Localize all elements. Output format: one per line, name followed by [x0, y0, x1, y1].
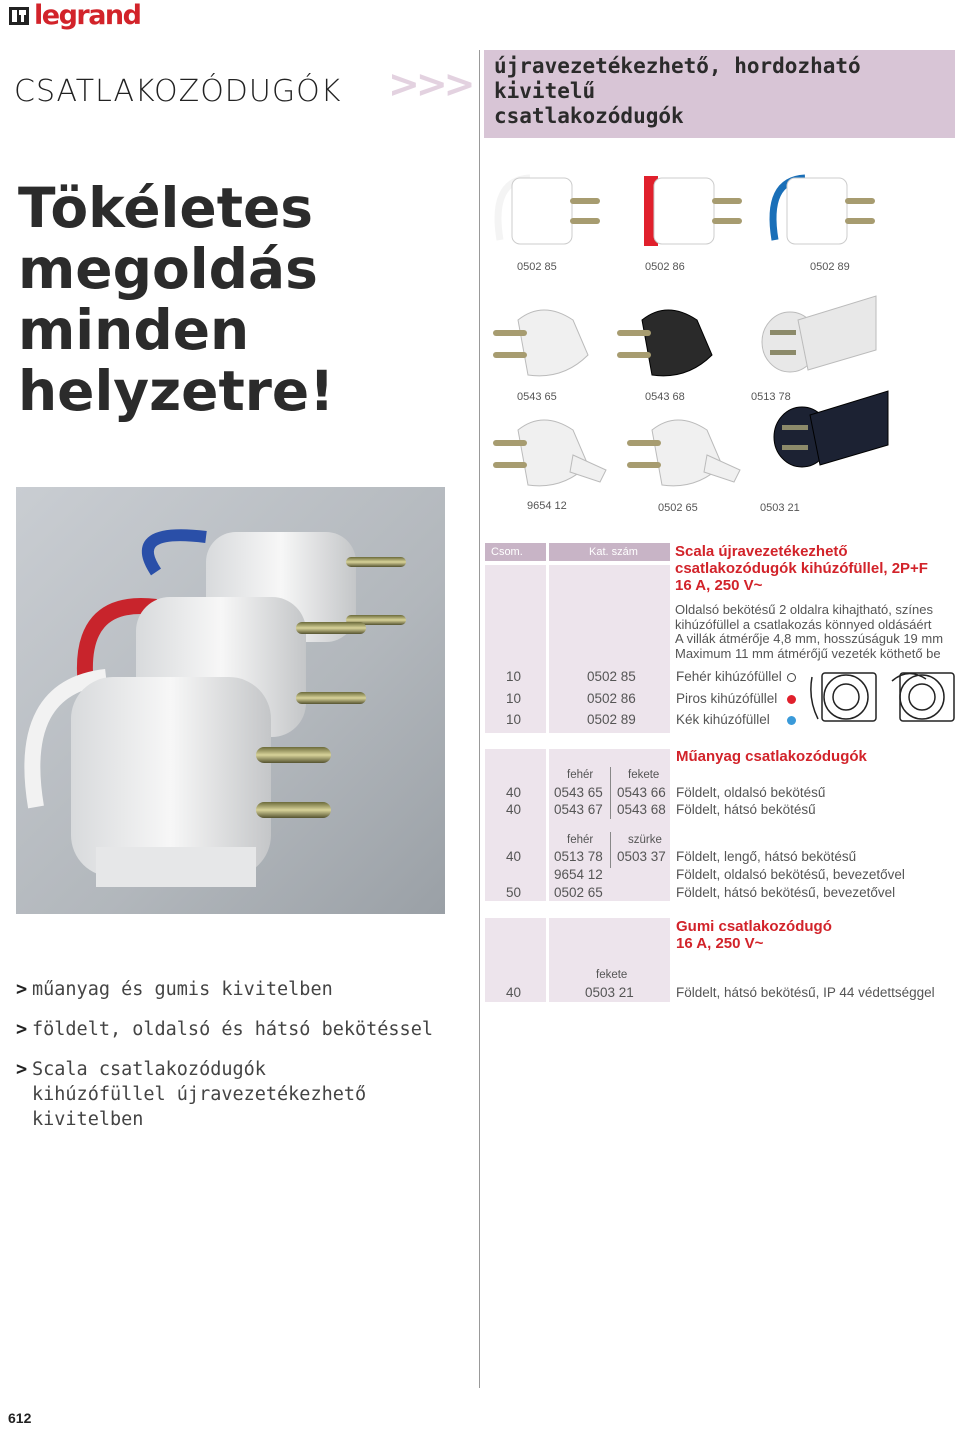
row-label: Kék kihúzófüllel	[676, 712, 770, 727]
blue-dot-icon	[787, 716, 796, 725]
product-code-caption: 9654 12	[527, 500, 567, 512]
row-cat: 0502 86	[587, 691, 636, 706]
chevron-right-icon: >	[16, 1059, 28, 1080]
headline-line: helyzetre!	[18, 359, 335, 423]
row-cat: 0543 66	[617, 785, 666, 800]
chevron-right-icon: >>>	[388, 62, 472, 106]
product-image	[488, 410, 608, 495]
row-cat: 0543 65	[554, 785, 603, 800]
row-cat: 0513 78	[554, 849, 603, 864]
row-label: Földelt, hátsó bekötésű	[676, 802, 816, 817]
feature-item	[16, 1017, 433, 1042]
col-sub-header: fehér	[567, 769, 594, 781]
row-cat: 0503 21	[585, 985, 634, 1000]
product-image	[632, 170, 752, 255]
product-image	[488, 300, 608, 385]
qty-column-bg	[485, 565, 546, 733]
product-image	[612, 300, 732, 385]
col-sub-header: fekete	[628, 769, 660, 781]
row-qty: 40	[506, 802, 522, 817]
header-line-2: csatlakozódugók	[494, 104, 684, 128]
product-code-caption: 0503 21	[760, 502, 800, 514]
scala-description	[675, 603, 960, 661]
row-label: Földelt, oldalsó bekötésű, bevezetővel	[676, 867, 905, 882]
header-box	[484, 50, 955, 138]
row-label: Földelt, oldalsó bekötésű	[676, 785, 826, 800]
rubber-title-line: Gumi csatlakozódugó	[676, 918, 832, 935]
column-divider	[479, 50, 480, 1388]
rubber-title	[676, 918, 832, 952]
col-header-cat: Kat. szám	[549, 543, 670, 561]
row-qty: 10	[506, 691, 522, 706]
product-code-caption: 0502 89	[810, 261, 850, 273]
row-cat: 0502 89	[587, 712, 636, 727]
headline-line: minden	[18, 298, 250, 362]
white-dot-icon	[787, 673, 796, 682]
row-cat: 0543 68	[617, 802, 666, 817]
desc-line: A villák átmérője 4,8 mm, hosszúságuk 19 mm	[675, 631, 944, 646]
row-label: Fehér kihúzófüllel	[676, 669, 782, 684]
red-dot-icon	[787, 695, 796, 704]
desc-line: Oldalsó bekötésű 2 oldalra kihajtható, színes	[675, 602, 933, 617]
feature-text: műanyag és gumis kivitelben	[32, 979, 333, 1000]
scala-title-line: csatlakozódugók kihúzófüllel, 2P+F	[675, 560, 928, 577]
desc-line: kihúzófüllel a csatlakozás könnyed oldásáért	[675, 616, 932, 632]
product-image	[622, 410, 742, 495]
row-cat: 0502 65	[554, 885, 603, 900]
product-code-caption: 0543 65	[517, 391, 557, 403]
feature-item	[16, 1057, 433, 1132]
row-qty: 10	[506, 712, 522, 727]
feature-text: földelt, oldalsó és hátsó bekötéssel	[32, 1019, 433, 1040]
desc-line: Maximum 11 mm átmérőjű vezeték köthető be	[675, 645, 941, 661]
product-code-caption: 0502 85	[517, 261, 557, 273]
row-cat: 9654 12	[554, 867, 603, 882]
col-header-qty: Csom.	[485, 543, 546, 561]
product-code-caption: 0513 78	[751, 391, 791, 403]
feature-item	[16, 977, 433, 1002]
product-code-caption: 0543 68	[645, 391, 685, 403]
col-sub-header: fehér	[567, 834, 594, 846]
section-title: CSATLAKOZÓDUGÓK	[14, 74, 342, 109]
plug-drawing-icon	[808, 669, 958, 725]
headline	[18, 178, 334, 422]
row-qty: 40	[506, 849, 522, 864]
row-cat: 0502 85	[587, 669, 636, 684]
scala-title-line: 16 A, 250 V~	[675, 577, 763, 594]
sub-column-divider	[610, 767, 611, 819]
row-qty: 40	[506, 985, 522, 1000]
col-sub-header: fekete	[596, 969, 628, 981]
feature-list	[16, 977, 433, 1147]
row-qty: 10	[506, 669, 522, 684]
product-image	[765, 170, 885, 255]
chevron-right-icon: >	[16, 1019, 28, 1040]
row-label: Földelt, lengő, hátsó bekötésű	[676, 849, 857, 864]
product-image	[490, 170, 610, 255]
headline-line: megoldás	[18, 237, 318, 301]
scala-title-line: Scala újravezetékezhető	[675, 543, 848, 560]
plastic-title: Műanyag csatlakozódugók	[676, 748, 867, 765]
row-cat: 0543 67	[554, 802, 603, 817]
feature-text: Scala csatlakozódugók kihúzófüllel újravezetékezhető kivitelben	[32, 1059, 367, 1130]
legrand-logo-icon	[8, 5, 30, 27]
product-photo	[16, 487, 445, 914]
row-cat: 0503 37	[617, 849, 666, 864]
scala-title	[675, 543, 928, 594]
headline-line: Tökéletes	[18, 176, 314, 240]
product-image	[770, 385, 890, 470]
row-label: Földelt, hátsó bekötésű, IP 44 védettséggel	[676, 985, 935, 1000]
col-sub-header: szürke	[628, 834, 662, 846]
row-label: Földelt, hátsó bekötésű, bevezetővel	[676, 885, 896, 900]
product-code-caption: 0502 86	[645, 261, 685, 273]
chevron-right-icon: >	[16, 979, 28, 1000]
row-qty: 50	[506, 885, 522, 900]
rubber-title-line: 16 A, 250 V~	[676, 935, 764, 952]
brand-name: legrand	[34, 0, 141, 31]
sub-column-divider	[610, 832, 611, 868]
product-code-caption: 0502 65	[658, 502, 698, 514]
row-label: Piros kihúzófüllel	[676, 691, 778, 706]
brand-logo	[8, 2, 140, 30]
header-line-1: újravezetékezhető, hordozható kivitelű	[494, 54, 861, 103]
page-number: 612	[8, 1410, 32, 1426]
product-image	[758, 290, 878, 375]
row-qty: 40	[506, 785, 522, 800]
cat-column-bg	[549, 565, 670, 733]
qty-column-bg	[485, 749, 546, 901]
